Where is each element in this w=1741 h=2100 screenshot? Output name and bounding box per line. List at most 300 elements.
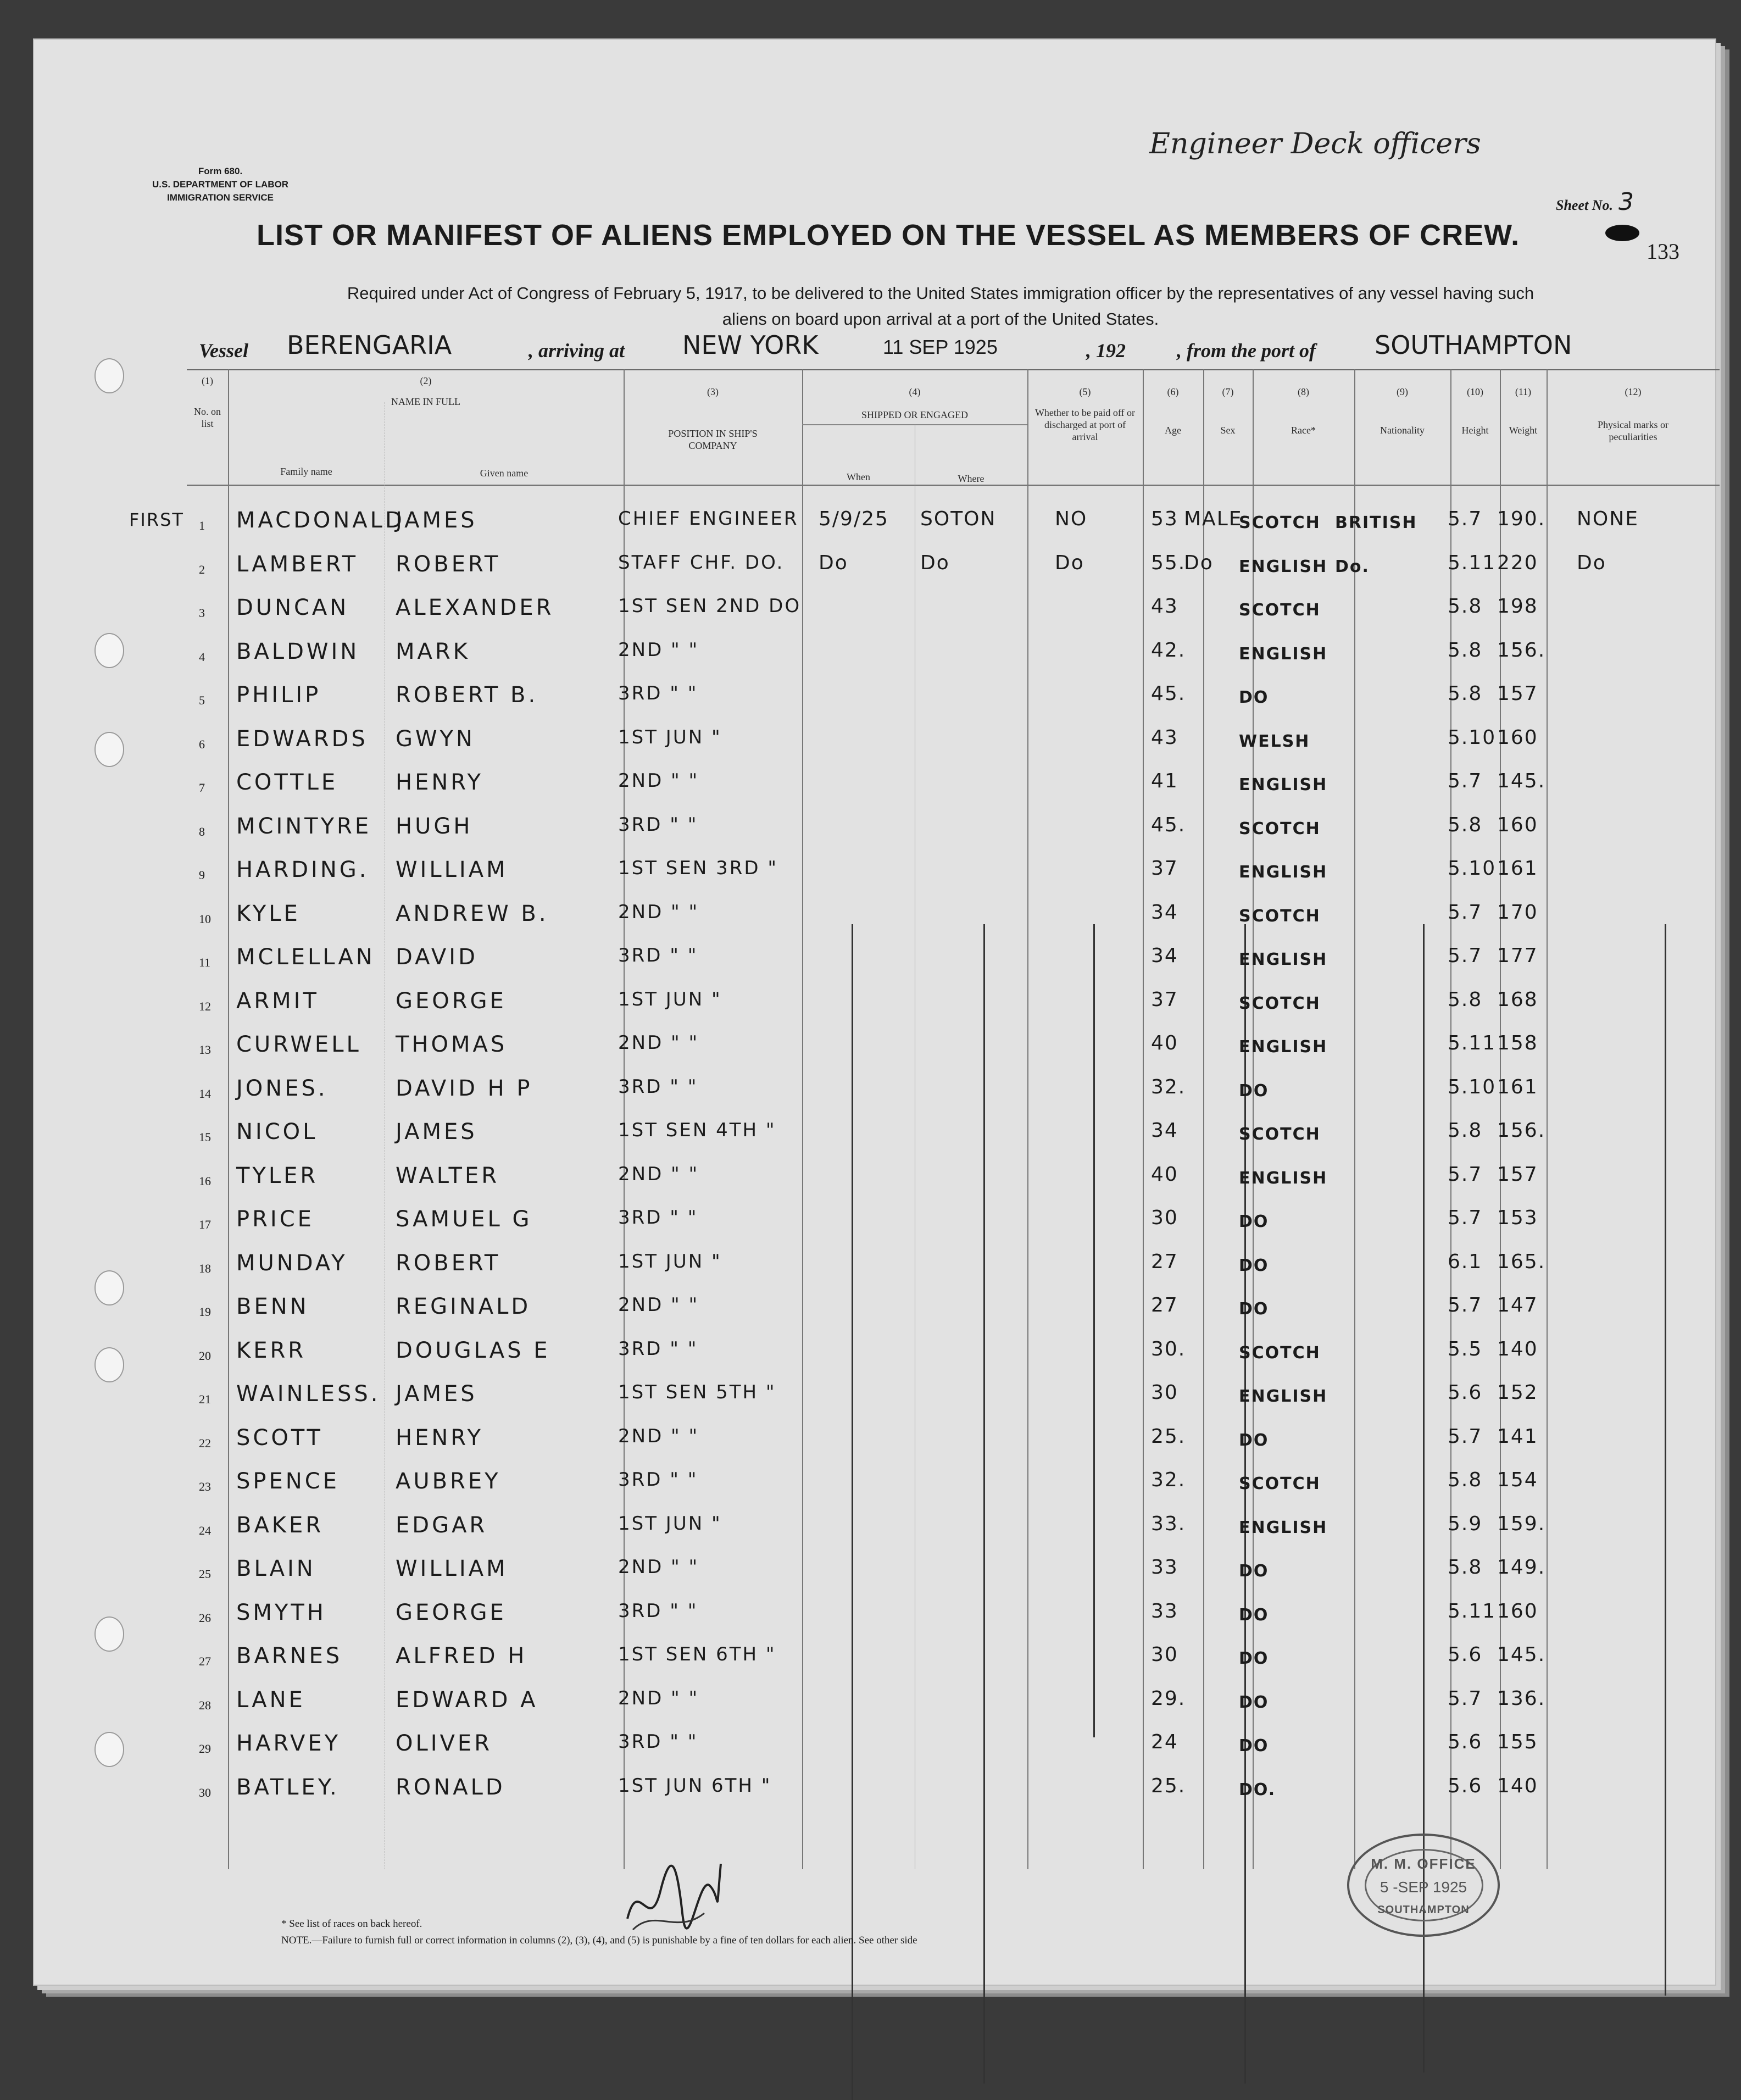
cell-race: ENGLISH [1239,557,1328,576]
cell-race: DO [1239,1692,1269,1712]
cell-ht: 5.11 [1448,1032,1497,1054]
cell-fam: ARMIT [236,988,319,1014]
cell-pos: 3RD " " [618,1075,698,1098]
cell-ht: 5.8 [1448,682,1483,705]
cell-giv: REGINALD [396,1294,531,1319]
cell-fam: KYLE [236,901,301,926]
cell-fam: HARVEY [236,1731,341,1756]
cell-n: 20 [199,1348,211,1363]
cell-race: DO. [1239,1780,1276,1799]
sheet-value: 3 [1618,188,1634,216]
cell-ht: 5.10 [1448,726,1497,749]
cell-when: Do [819,551,848,574]
cell-pos: 3RD " " [618,1599,698,1622]
cell-n: 14 [199,1086,211,1101]
table-row [187,1681,1720,1719]
table-row [187,1113,1720,1151]
cell-pos: 2ND " " [618,1425,699,1447]
cell-age: 33 [1151,1599,1178,1623]
cell-age: 37 [1151,988,1178,1011]
cell-pos: 2ND " " [618,1687,699,1709]
year-label: , 192 [1086,340,1126,362]
cell-pos: 2ND " " [618,638,699,661]
col-height-header: (10) Height [1461,386,1489,436]
cell-fam: MUNDAY [236,1250,348,1276]
cell-n: 11 [199,955,211,969]
cell-giv: HUGH [396,813,473,839]
cell-sex: Do [1184,551,1214,574]
cell-fam: MACDONALD [236,508,405,533]
cell-giv: DAVID H P [396,1075,533,1101]
cell-n: 6 [199,737,205,751]
crew-table [129,369,1720,1869]
cell-age: 33. [1151,1512,1186,1535]
sheet-label: Sheet No. [1556,197,1613,213]
cell-n: 25 [199,1567,211,1581]
col-weight-header: (11) Weight [1509,386,1538,436]
cell-giv: ROBERT B. [396,682,538,708]
first-class-label: FIRST [129,509,184,530]
cell-ht: 5.6 [1448,1731,1483,1753]
cell-fam: DUNCAN [236,595,349,620]
table-row [187,1768,1720,1807]
cell-race: DO [1239,1649,1269,1668]
cell-giv: AUBREY [396,1469,501,1494]
cell-pos: 2ND " " [618,1294,699,1316]
cell-pos: 1ST JUN 6TH " [618,1774,772,1797]
cell-wt: 170 [1497,901,1538,924]
col-paid-header: (5) Whether to be paid off or discharged at port of arrival [1034,386,1136,442]
cell-fam: LAMBERT [236,551,359,577]
cell-wt: 220 [1497,551,1538,574]
vessel-name: BERENGARIA [287,330,452,360]
ink-blot [1605,225,1639,241]
cell-giv: HENRY [396,770,483,795]
cell-pos: STAFF CHF. DO. [618,551,785,574]
cell-age: 25. [1151,1425,1186,1448]
cell-fam: TYLER [236,1163,319,1188]
departure-port: SOUTHAMPTON [1375,330,1572,360]
cell-wt: 145. [1497,1643,1546,1666]
cell-fam: BARNES [236,1643,343,1669]
table-row [187,1375,1720,1413]
cell-race: ENGLISH [1239,1037,1328,1057]
page-stamp-number: 133 [1647,239,1679,264]
cell-giv: GEORGE [396,988,507,1014]
table-row [187,1244,1720,1282]
col-age-header: (6) Age [1165,386,1181,436]
seal-date: 5 -SEP 1925 [1380,1879,1467,1896]
cell-n: 28 [199,1698,211,1712]
cell-wt: 149. [1497,1556,1546,1579]
cell-giv: ROBERT [396,1250,501,1276]
arriving-label: , arriving at [529,340,625,362]
cell-age: 43 [1151,595,1178,618]
cell-wt: 140 [1497,1337,1538,1360]
cell-pos: 3RD " " [618,945,698,966]
cell-giv: GEORGE [396,1599,507,1625]
cell-age: 29. [1151,1687,1186,1710]
cell-ht: 5.7 [1448,770,1483,792]
cell-fam: PHILIP [236,682,321,708]
table-row [187,938,1720,976]
cell-race: ENGLISH [1239,950,1328,969]
col-given-name-header: Given name [480,468,529,479]
arrival-date-stamp: 11 SEP 1925 [883,336,998,358]
cell-where: SOTON [920,508,997,530]
table-row [187,1157,1720,1195]
cell-age: 55. [1151,551,1186,574]
cell-wt: 160 [1497,726,1538,749]
cell-when: 5/9/25 [819,508,889,530]
cell-fam: WAINLESS. [236,1381,381,1407]
cell-age: 30. [1151,1337,1186,1360]
col-shipped-header: (4) SHIPPED OR ENGAGED [861,386,968,420]
cell-age: 30 [1151,1381,1178,1404]
form-header-block [152,165,288,204]
cell-wt: 141 [1497,1425,1538,1448]
handwritten-note: Engineer Deck officers [1149,127,1481,160]
cell-fam: MCINTYRE [236,813,372,839]
col-nationality-header: (9) Nationality [1380,386,1425,436]
cell-pos: CHIEF ENGINEER [618,508,799,530]
table-row [187,676,1720,714]
table-row [187,501,1720,540]
cell-marks: Do [1577,551,1606,574]
cell-ht: 5.11 [1448,1599,1497,1623]
col-race-header: (8) Race* [1291,386,1316,436]
cell-race: DO [1239,1081,1269,1101]
table-row [187,720,1720,758]
cell-wt: 147 [1497,1294,1538,1316]
cell-n: 5 [199,693,205,707]
cell-giv: SAMUEL G [396,1207,532,1232]
cell-race: DO [1239,1212,1269,1231]
cell-wt: 161 [1497,1075,1538,1098]
cell-giv: GWYN [396,726,475,752]
table-row [187,1025,1720,1064]
cell-age: 30 [1151,1643,1178,1666]
cell-wt: 198 [1497,595,1538,618]
cell-where: Do [920,551,950,574]
cell-n: 3 [199,606,205,620]
from-label: , from the port of [1177,340,1316,362]
cell-fam: HARDING. [236,857,369,882]
table-row [187,851,1720,889]
cell-n: 22 [199,1436,211,1450]
cell-n: 13 [199,1043,211,1057]
cell-ht: 5.10 [1448,857,1497,880]
table-row [187,1287,1720,1326]
cell-race: SCOTCH [1239,1343,1321,1363]
cell-age: 40 [1151,1163,1178,1186]
cell-age: 32. [1151,1075,1186,1098]
cell-n: 7 [199,781,205,795]
cell-giv: ANDREW B. [396,901,549,926]
cell-n: 24 [199,1523,211,1537]
cell-wt: 157 [1497,682,1538,705]
cell-ht: 5.7 [1448,901,1483,924]
cell-fam: JONES. [236,1075,328,1101]
cell-ht: 5.8 [1448,1119,1483,1142]
cell-fam: SMYTH [236,1599,326,1625]
cell-fam: NICOL [236,1119,318,1145]
cell-race: ENGLISH [1239,863,1328,882]
cell-race: ENGLISH [1239,775,1328,795]
cell-fam: SPENCE [236,1469,340,1494]
footer [281,1916,917,1949]
cell-age: 45. [1151,682,1186,705]
cell-pos: 1ST SEN 5TH " [618,1381,776,1403]
department: U.S. DEPARTMENT OF LABOR [152,179,289,190]
cell-race: DO [1239,1299,1269,1319]
cell-pos: 2ND " " [618,1163,699,1185]
sheet-number [1556,188,1634,216]
cell-n: 18 [199,1261,211,1275]
cell-wt: 145. [1497,770,1546,792]
cell-pos: 1ST JUN " [618,1512,722,1535]
col-when-header: When [847,471,870,482]
cell-giv: THOMAS [396,1032,508,1057]
cell-fam: COTTLE [236,770,338,795]
cell-wt: 159. [1497,1512,1546,1535]
cell-n: 30 [199,1785,211,1799]
cell-n: 8 [199,824,205,838]
cell-wt: 156. [1497,1119,1546,1142]
col-name-header: (2) NAME IN FULL [391,375,460,407]
footer-note-2: NOTE.—Failure to furnish full or correct information in columns (2), (3), (4), and (5) is punishable by a fine of ten dollars for each alien. See other side [281,1935,917,1946]
col-marks-header: (12) Physical marks or peculiarities [1598,386,1668,442]
cell-age: 30 [1151,1207,1178,1229]
cell-ht: 5.8 [1448,813,1483,836]
table-row [187,1506,1720,1545]
cell-wt: 160 [1497,1599,1538,1623]
table-row [187,1724,1720,1763]
cell-fam: SCOTT [236,1425,323,1451]
subtitle-line-2: aliens on board upon arrival at a port of the United States. [722,309,1159,329]
cell-giv: RONALD [396,1774,505,1800]
cell-pos: 1ST SEN 2ND DO [618,595,802,617]
cell-wt: 161 [1497,857,1538,880]
cell-n: 9 [199,868,205,882]
cell-wt: 168 [1497,988,1538,1011]
table-row [187,1419,1720,1457]
subtitle-line-1: Required under Act of Congress of February 5, 1917, to be delivered to the United States immigration officer by the representatives of any vessel having such [347,284,1534,303]
table-row [187,1069,1720,1108]
cell-wt: 157 [1497,1163,1538,1186]
cell-n: 29 [199,1742,211,1755]
cell-ht: 5.8 [1448,988,1483,1011]
cell-n: 23 [199,1480,211,1493]
col-where-header: Where [958,473,984,484]
cell-ht: 5.7 [1448,1294,1483,1316]
cell-ht: 5.8 [1448,1469,1483,1491]
cell-race: ENGLISH [1239,1518,1328,1537]
cell-pos: 3RD " " [618,813,698,836]
seal-bottom: SOUTHAMPTON [1377,1904,1470,1916]
cell-pos: 2ND " " [618,1032,699,1054]
cell-race: SCOTCH [1239,993,1321,1013]
cell-giv: JAMES [396,508,477,533]
table-row [187,1462,1720,1501]
cell-fam: LANE [236,1687,305,1713]
cell-ht: 5.7 [1448,1425,1483,1448]
table-row [187,1200,1720,1238]
cell-pos: 1ST SEN 6TH " [618,1643,776,1665]
cell-paid: Do [1055,551,1084,574]
cell-pos: 2ND " " [618,901,699,923]
cell-n: 2 [199,562,205,576]
cell-giv: DOUGLAS E [396,1337,550,1363]
cell-pos: 1ST SEN 3RD " [618,857,778,879]
cell-race: DO [1239,1255,1269,1275]
cell-pos: 2ND " " [618,1556,699,1578]
cell-race: DO [1239,1736,1269,1755]
cell-age: 27 [1151,1250,1178,1273]
cell-age: 25. [1151,1774,1186,1797]
cell-n: 26 [199,1610,211,1625]
cell-pos: 3RD " " [618,1207,698,1229]
cell-giv: EDGAR [396,1512,488,1538]
office-seal [1347,1834,1500,1937]
cell-race: DO [1239,688,1269,707]
cell-giv: HENRY [396,1425,483,1451]
cell-age: 33 [1151,1556,1178,1579]
cell-fam: MCLELLAN [236,945,375,970]
cell-wt: 156. [1497,638,1546,662]
cell-fam: BENN [236,1294,309,1319]
cell-race: SCOTCH [1239,1125,1321,1144]
cell-wt: 158 [1497,1032,1538,1054]
cell-pos: 3RD " " [618,1731,698,1753]
cell-giv: JAMES [396,1119,477,1145]
cell-race: ENGLISH [1239,1387,1328,1406]
cell-age: 43 [1151,726,1178,749]
form-number: Form 680. [198,166,243,176]
seal-top: M. M. OFFICE [1371,1855,1476,1872]
table-row [187,632,1720,671]
cell-pos: 1ST JUN " [618,1250,722,1273]
cell-giv: WILLIAM [396,1556,508,1581]
subtitle [188,280,1693,332]
cell-giv: MARK [396,638,470,664]
cell-ht: 5.5 [1448,1337,1483,1360]
cell-wt: 140 [1497,1774,1538,1797]
table-row [187,1637,1720,1675]
cell-age: 34 [1151,945,1178,967]
cell-ht: 5.6 [1448,1774,1483,1797]
cell-age: 27 [1151,1294,1178,1316]
cell-marks: NONE [1577,508,1639,530]
cell-race: SCOTCH [1239,1474,1321,1493]
cell-giv: WILLIAM [396,857,508,882]
cell-race: DO [1239,1605,1269,1625]
cell-age: 24 [1151,1731,1178,1753]
cell-n: 15 [199,1130,211,1144]
service: IMMIGRATION SERVICE [167,192,274,203]
cell-giv: OLIVER [396,1731,492,1756]
cell-pos: 1ST SEN 4TH " [618,1119,776,1141]
cell-ht: 5.6 [1448,1381,1483,1404]
cell-ht: 5.7 [1448,1687,1483,1710]
cell-nat: Do. [1335,557,1370,576]
cell-n: 4 [199,649,205,664]
cell-wt: 165. [1497,1250,1546,1273]
manifest-sheet [33,38,1716,1986]
cell-pos: 3RD " " [618,1469,698,1491]
cell-race: SCOTCH [1239,819,1321,838]
col-no-header: (1) No. on list [194,375,221,429]
cell-wt: 177 [1497,945,1538,967]
cell-n: 17 [199,1218,211,1231]
cell-ht: 5.8 [1448,1556,1483,1579]
cell-ht: 5.9 [1448,1512,1483,1535]
cell-n: 27 [199,1654,211,1668]
cell-race: SCOTCH [1239,601,1321,620]
cell-pos: 1ST JUN " [618,988,722,1010]
cell-ht: 5.7 [1448,1207,1483,1229]
cell-age: 34 [1151,1119,1178,1142]
cell-race: SCOTCH [1239,513,1321,532]
table-row [187,545,1720,584]
cell-n: 16 [199,1174,211,1188]
cell-wt: 152 [1497,1381,1538,1404]
page-title: LIST OR MANIFEST OF ALIENS EMPLOYED ON THE VESSEL AS MEMBERS OF CREW. [257,219,1520,252]
cell-n: 1 [199,519,205,532]
cell-age: 37 [1151,857,1178,880]
cell-age: 45. [1151,813,1186,836]
cell-n: 10 [199,912,211,926]
cell-pos: 1ST JUN " [618,726,722,748]
cell-race: DO [1239,1430,1269,1450]
cell-ht: 5.11 [1448,551,1497,574]
col-position-header: (3) POSITION IN SHIP'S COMPANY [668,386,758,451]
cell-n: 21 [199,1392,211,1406]
cell-wt: 153 [1497,1207,1538,1229]
cell-giv: JAMES [396,1381,477,1407]
cell-giv: ALFRED H [396,1643,527,1669]
table-row [187,1593,1720,1632]
cell-age: 32. [1151,1469,1186,1491]
cell-race: ENGLISH [1239,1168,1328,1188]
cell-fam: CURWELL [236,1032,361,1057]
cell-n: 12 [199,999,211,1013]
cell-nat: BRITISH [1335,513,1417,532]
cell-wt: 154 [1497,1469,1538,1491]
cell-giv: WALTER [396,1163,500,1188]
table-row [187,982,1720,1020]
cell-giv: ALEXANDER [396,595,554,620]
cell-giv: DAVID [396,945,478,970]
cell-race: SCOTCH [1239,906,1321,926]
cell-fam: BAKER [236,1512,324,1538]
vessel-label: Vessel [199,340,248,362]
cell-wt: 190. [1497,508,1546,530]
cell-race: WELSH [1239,731,1310,751]
cell-fam: BATLEY. [236,1774,340,1800]
cell-wt: 136. [1497,1687,1546,1710]
cell-age: 34 [1151,901,1178,924]
table-row [187,1549,1720,1588]
cell-age: 42. [1151,638,1186,662]
cell-fam: KERR [236,1337,307,1363]
cell-pos: 3RD " " [618,682,698,704]
cell-ht: 5.10 [1448,1075,1497,1098]
cell-ht: 5.7 [1448,945,1483,967]
cell-race: ENGLISH [1239,644,1328,664]
table-row [187,1331,1720,1370]
cell-age: 40 [1151,1032,1178,1054]
